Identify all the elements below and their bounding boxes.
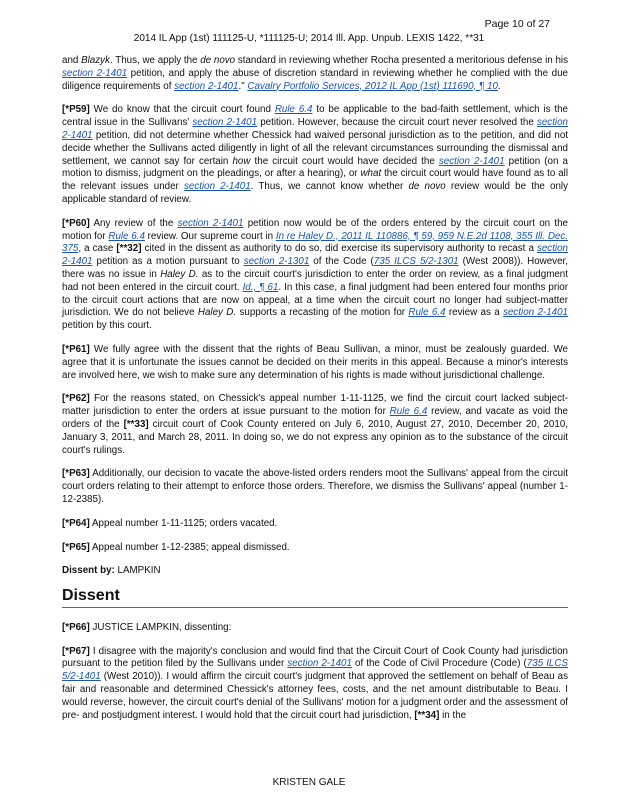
statute-link[interactable]: section 2-1401 <box>438 155 505 167</box>
paragraph-p64: [*P64] Appeal number 1-11-1125; orders vacated. <box>62 517 278 529</box>
paragraph-marker: [*P63] <box>62 468 90 480</box>
statute-link[interactable]: section 2-1401 <box>503 307 568 319</box>
paragraph-p60: [*P60] Any review of the section 2-1401 petition now would be of the orders entered by the circuit court on the motion for Rule 6.4 review. Our supreme court in In re Haley D., 2011 IL 110886, ¶ 59, 959 N.E.2d 1108, 355 Ill. Dec. 375, a case [**32] cited in the dissent as authority to do so, did exercise its supervisory authority to recast a section 2-1401 petition as a motion pursuant to section 2-1301 of the Code (735 ILCS 5/2-1301 (West 2008)). However, there was no issue in Haley D. as to the circuit court's jurisdiction to enter the order on review, as a final judgment had not been entered in the circuit court. Id., ¶ 61. In this case, a final judgment had been entered four months prior to the circuit court actions that are now on appeal, at a time when the circuit court no longer had subject-matter jurisdiction. We do not believe Haley D. supports a recasting of the motion for Rule 6.4 review as a section 2-1401 petition by this court. <box>62 217 569 332</box>
statute-link[interactable]: 735 ILCS 5/2-1301 <box>373 256 459 268</box>
rule-link[interactable]: Rule 6.4 <box>408 307 446 319</box>
opinion-body <box>62 55 568 733</box>
paragraph-continued: and Blazyk. Thus, we apply the de novo standard in reviewing whether Rocha presented a meritorious defense in his section 2-1401 petition, and apply the abuse of discretion standard in reviewing whether he complied with the due diligence requirements of section 2-1401." Cavalry Portfolio Services, 2012 IL App (1st) 111690, ¶ 10. <box>62 55 568 92</box>
paragraph-p66: [*P66] JUSTICE LAMPKIN, dissenting: <box>62 621 232 633</box>
statute-link[interactable]: section 2-1401 <box>62 243 568 268</box>
page-number: Page 10 of 27 <box>484 18 550 30</box>
statute-link[interactable]: 735 ILCS 5/2-1401 <box>62 658 568 683</box>
running-citation: 2014 IL App (1st) 111125-U, *111125-U; 2014 Ill. App. Unpub. LEXIS 1422, **31 <box>133 33 485 44</box>
paragraph-marker: [*P60] <box>62 217 90 229</box>
statute-link[interactable]: section 2-1401 <box>174 80 239 92</box>
page-marker: [**34] <box>414 709 440 721</box>
statute-link[interactable]: section 2-1401 <box>192 117 258 129</box>
paragraph-p65: [*P65] Appeal number 1-12-2385; appeal dismissed. <box>62 541 290 553</box>
paragraph-marker: [*P62] <box>62 393 90 405</box>
paragraph-marker: [*P66] <box>62 621 90 633</box>
dissent-heading: Dissent <box>62 590 568 608</box>
paragraph-p67: [*P67] I disagree with the majority's conclusion and would find that the Circuit Court of Cook County had jurisdiction pursuant to the petition filed by the Sullivans under section 2-1401 of the Code of Civil Procedure (Code) (735 ILCS 5/2-1401 (West 2010)). I would affirm the circuit court's judgment that approved the settlement on behalf of Beau as fair and reasonable and determined Chessick's attorney fees, costs, and the net amount distributable to Beau. I would reverse, however, the circuit court's denial of the Sullivans' motion for a judgment order and the assessment of pre- and postjudgment interest. I would hold that the circuit court had jurisdiction, [**34] in the <box>62 645 568 721</box>
paragraph-marker: [*P64] <box>62 517 90 529</box>
statute-link[interactable]: section 2-1401 <box>62 67 128 79</box>
page-marker: [**32] <box>116 243 142 255</box>
paragraph-marker: [*P65] <box>62 541 90 553</box>
case-citation-link[interactable]: Id., ¶ 61 <box>242 281 279 293</box>
rule-link[interactable]: Rule 6.4 <box>274 104 313 116</box>
paragraph-p62: [*P62] For the reasons stated, on Chessick's appeal number 1-11-1125, we find the circuit court lacked subject-matter jurisdiction to enter the orders at issue pursuant to the motion for Rule 6.4 review, and vacate as void the orders of the [**33] circuit court of Cook County entered on July 6, 2010, August 27, 2010, December 20, 2010, January 3, 2011, and March 28, 2011. In doing so, we do not express any opinion as to the substance of the circuit court's rulings. <box>62 393 568 456</box>
paragraph-p61: [*P61] We fully agree with the dissent that the rights of Beau Sullivan, a minor, must be zealously guarded. We agree that it is unfortunate the issues cannot be decided on their merits in this appeal. Because a minor's interests are involved here, we wish to make sure any determination of his rights is made without jurisdictional challenge. <box>62 343 568 381</box>
statute-link[interactable]: section 2-1301 <box>243 256 310 268</box>
paragraph-p59: [*P59] We do know that the circuit court found Rule 6.4 to be applicable to the bad-faith settlement, which is the central issue in the Sullivans' section 2-1401 petition. However, because the circuit court never resolved the section 2-1401 petition, did not determine whether Chessick had waived personal jurisdiction as to the petition, and did not decide whether the Sullivans acted diligently in light of all the relevant circumstances surrounding the dismissal and settlement, we cannot say for certain how the circuit court would have decided the section 2-1401 petition (on a motion to dismiss, judgment on the pleadings, or after a hearing), or what the circuit court would have found as to all the relevant issues under section 2-1401. Thus, we cannot know whether de novo review would be the only applicable standard of review. <box>62 104 569 205</box>
case-citation-link[interactable]: In re Haley D., 2011 IL 110886, ¶ 59, 959 N.E.2d 1108, 355 Ill. Dec. 375 <box>62 230 568 255</box>
footer-name: KRISTEN GALE <box>272 777 346 788</box>
case-citation-link[interactable]: Cavalry Portfolio Services, 2012 IL App (1st) 111690, ¶ 10 <box>247 80 498 92</box>
rule-link[interactable]: Rule 6.4 <box>108 230 145 242</box>
statute-link[interactable]: section 2-1401 <box>177 217 244 229</box>
paragraph-marker: [*P59] <box>62 104 90 116</box>
page-marker: [**33] <box>123 418 149 430</box>
rule-link[interactable]: Rule 6.4 <box>389 406 428 418</box>
statute-link[interactable]: section 2-1401 <box>62 117 568 141</box>
statute-link[interactable]: section 2-1401 <box>183 181 251 193</box>
dissent-by-line: Dissent by: LAMPKIN <box>62 565 161 577</box>
paragraph-p63: [*P63] Additionally, our decision to vacate the above-listed orders renders moot the Sullivans' appeal from the circuit court orders relating to their attempt to enforce those orders. Therefore, we dismiss the Sullivans' appeal (number 1-12-2385). <box>62 468 568 505</box>
statute-link[interactable]: section 2-1401 <box>287 658 352 670</box>
paragraph-marker: [*P67] <box>62 645 90 657</box>
paragraph-marker: [*P61] <box>62 343 90 355</box>
